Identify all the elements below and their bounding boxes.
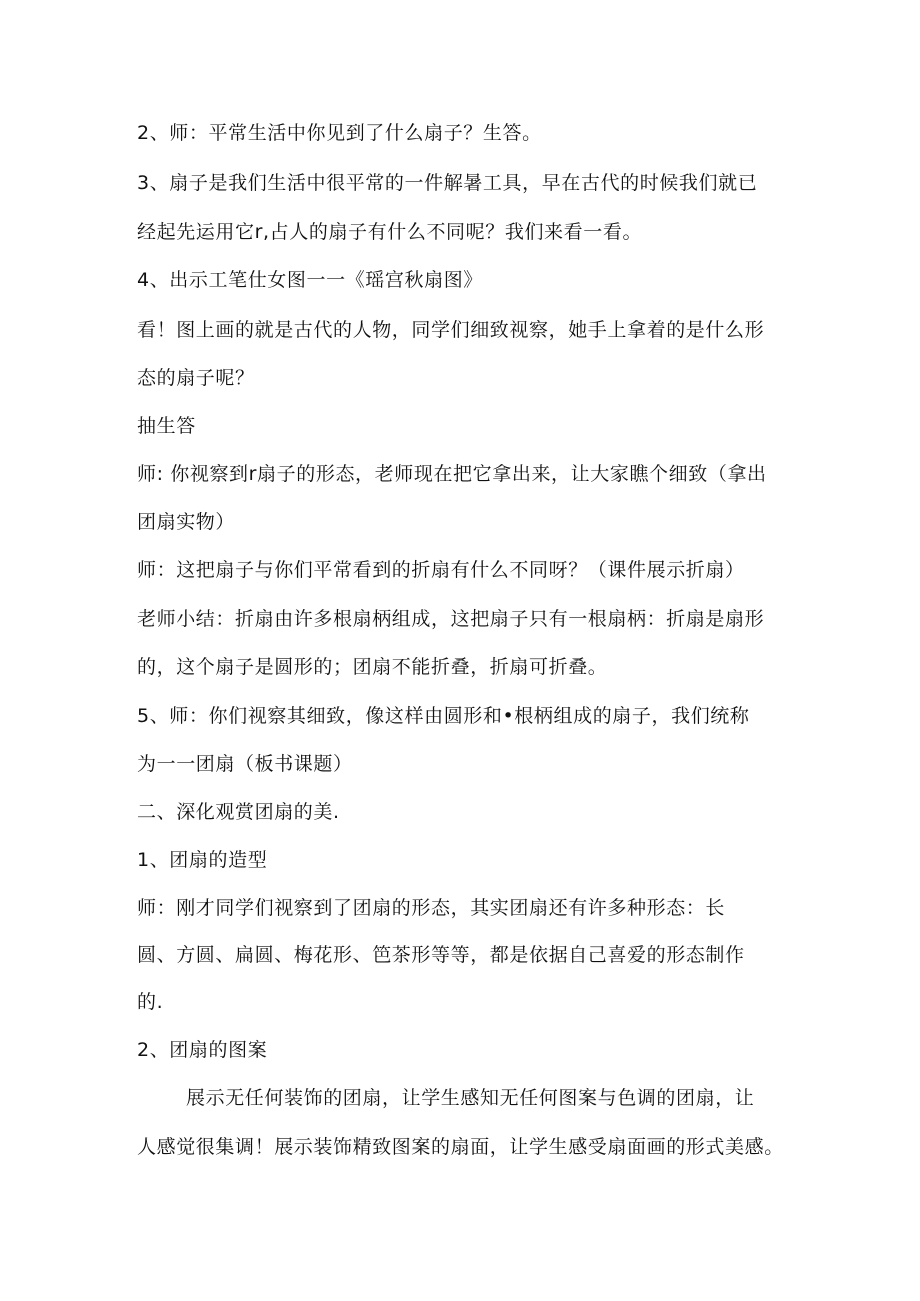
text-line-19: 的.	[137, 991, 164, 1013]
text-line-22: 人感觉很集调！展示装饰精致图案的扇面，让学生感受扇面画的形式美感。	[137, 1136, 784, 1158]
text-line-6: 态的扇子呢？	[137, 367, 255, 389]
text-line-3: 经起先运用它r,占人的扇子有什么不同呢？我们来看一看。	[137, 221, 643, 243]
text-line-14: 为一一团扇（板书课题）	[137, 753, 353, 775]
text-line-2: 3、扇子是我们生活中很平常的一件解暑工具，早在古代的时候我们就已	[137, 172, 758, 194]
text-line-12: 的，这个扇子是圆形的；团扇不能折叠，折扇可折叠。	[137, 656, 608, 678]
text-line-21: 展示无任何装饰的团扇，让学生感知无任何图案与色调的团扇，让	[186, 1087, 755, 1109]
text-line-5: 看！图上画的就是古代的人物，同学们细致视察，她手上拿着的是什么形	[137, 319, 765, 341]
text-line-4: 4、出示工笔仕女图一一《瑶宫秋扇图》	[137, 269, 483, 291]
text-line-17: 师：刚才同学们视察到了团扇的形态，其实团扇还有许多种形态：长	[137, 897, 726, 919]
text-line-20: 2、团扇的图案	[137, 1039, 268, 1061]
text-line-13: 5、师：你们视察其细致，像这样由圆形和•根柄组成的扇子，我们统称	[137, 705, 750, 727]
text-line-16: 1、团扇的造型	[137, 849, 268, 871]
text-line-1: 2、师：平常生活中你见到了什么扇子？生答。	[137, 122, 542, 144]
text-line-9: 团扇实物）	[137, 511, 236, 533]
text-line-7: 抽生答	[137, 415, 196, 437]
text-line-18: 圆、方圆、扁圆、梅花形、笆茶形等等，都是依据自己喜爱的形态制作	[137, 944, 745, 966]
text-line-8: 师: 你视察到r扇子的形态，老师现在把它拿出来，让大家瞧个细致（拿出	[137, 463, 767, 485]
text-line-15: 二、深化观赏团扇的美.	[137, 801, 340, 823]
text-line-11: 老师小结：折扇由许多根扇柄组成，这把扇子只有一根扇柄：折扇是扇形	[137, 608, 765, 630]
text-line-10: 师：这把扇子与你们平常看到的折扇有什么不同呀？（课件展示折扇）	[137, 559, 745, 581]
